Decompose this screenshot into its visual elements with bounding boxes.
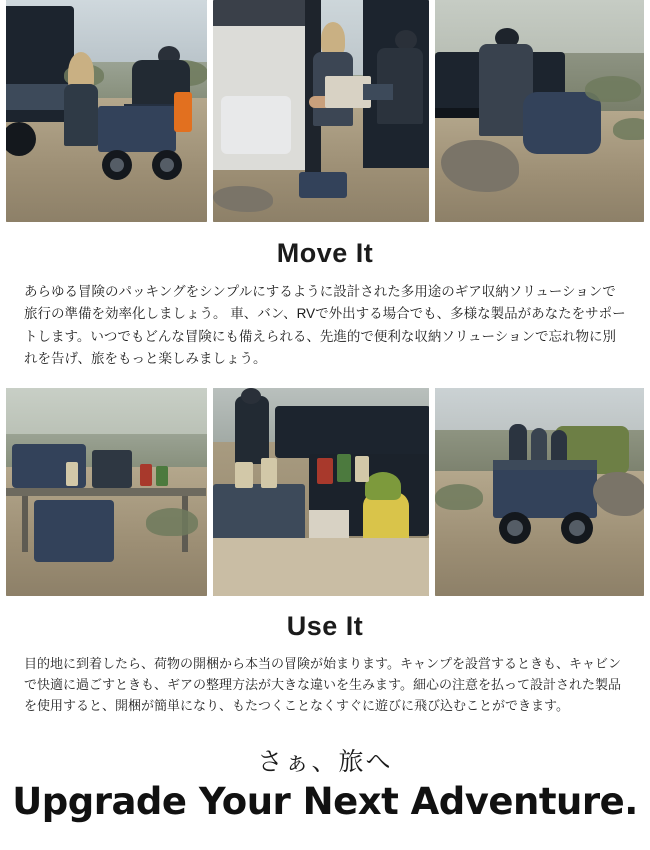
section-use-it [0,611,650,716]
section-move-it [0,238,650,370]
section-title-use-it: Use It [286,611,364,642]
photo-campsite-wagon [435,388,644,596]
photo-loading-wagon [6,0,207,222]
photo-duffel-bag [435,0,644,222]
photo-camp-table [6,388,207,596]
section-body-use-it: 目的地に到着したら、荷物の開梱から本当の冒険が始まります。キャンプを設営するときも、キャビンで快適に過ごすときも、ギアの整理方法が大きな違いを生みます。細心の注意を払って設計された製品を使用すると、開梱が簡単になり、もたつくことなくすぐに遊びに飛び込むことができます。 [24,656,621,714]
section-body-move-it: あらゆる冒険のパッキングをシンプルにするように設計された多用途のギア収納ソリューションで旅行の準備を効率化しましょう。 車、バン、RVで外出する場合でも、多様な製品があなたをサポートします。いつでもどんな冒険にも備えられる、先進的で便利な収納ソリューションで忘れ物に別れを告げ、旅をもっと楽しみましょう。 [24,284,626,366]
photo-trailer-cooler [213,0,430,222]
photo-row-move-it [0,0,650,222]
photo-row-use-it [0,388,650,596]
photo-gear-container [213,388,430,596]
footer-kicker: さぁ、旅へ [257,748,393,777]
section-title-move-it: Move It [276,238,374,268]
footer-headline: Upgrade Your Next Adventure. [12,780,638,824]
footer-headline-block [0,742,650,823]
